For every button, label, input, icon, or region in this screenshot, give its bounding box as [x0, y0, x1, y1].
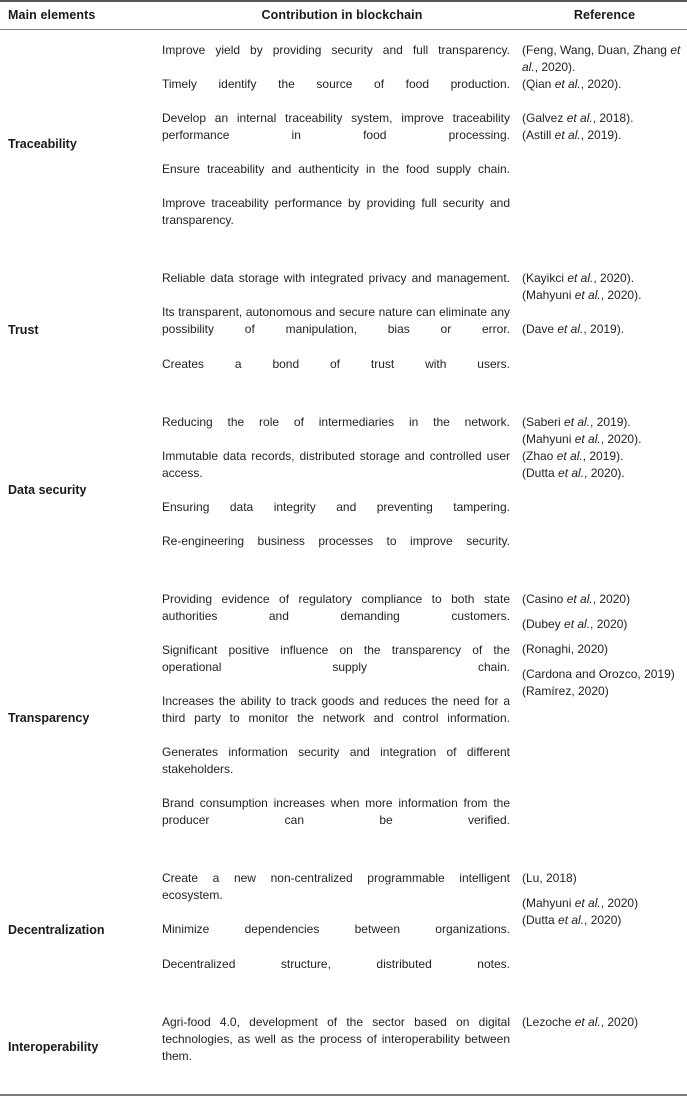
reference-citation [522, 76, 683, 93]
row-element-label: Trust [8, 322, 39, 337]
column-header-contribution: Contribution in blockchain [162, 1, 522, 30]
citation-author: (Astill [522, 128, 555, 143]
reference-citation [522, 666, 683, 683]
citation-year: , 2020). [534, 60, 576, 75]
citation-etal: et al. [564, 414, 591, 429]
row-element-label: Interoperability [8, 1040, 99, 1055]
reference-citation [522, 448, 683, 465]
reference-spacer [522, 633, 683, 641]
row-reference-cell [522, 858, 687, 1001]
reference-spacer [522, 608, 683, 616]
reference-citation [522, 591, 683, 608]
contribution-statement: Improve yield by providing security and full transparency. [162, 43, 510, 57]
citation-etal: et al. [557, 322, 584, 337]
citation-author: (Mahyuni [522, 896, 575, 911]
contribution-statement: Its transparent, autonomous and secure nature can eliminate any possibility of manipulation, bias or error. [162, 305, 510, 337]
citation-author: (Saberi [522, 414, 565, 429]
contribution-statement: Re-engineering business processes to improve security. [162, 533, 510, 548]
contribution-statement: Generates information security and integration of different stakeholders. [162, 745, 510, 777]
citation-year: , 2019). [590, 414, 631, 429]
citation-author: (Zhao [522, 448, 557, 463]
reference-citation [522, 683, 683, 700]
reference-citation [522, 1014, 683, 1031]
contribution-statement: Brand consumption increases when more information from the producer can be verified. [162, 796, 510, 828]
row-contribution-cell [162, 402, 522, 579]
citation-year: , 2020). [593, 271, 635, 286]
citation-etal: et al. [574, 896, 601, 911]
row-element-label: Transparency [8, 711, 90, 726]
row-contribution-cell [162, 579, 522, 858]
citation-author: (Ramírez, 2020) [522, 684, 609, 698]
table-row [0, 30, 687, 259]
contribution-statement: Ensure traceability and authenticity in the food supply chain. [162, 162, 510, 177]
contribution-statement: Develop an internal traceability system, improve traceability performance in food processing. [162, 111, 510, 143]
citation-author: (Dutta [522, 465, 559, 480]
citation-etal: et al. [556, 448, 583, 463]
reference-citation [522, 870, 683, 887]
citation-etal: et al. [558, 913, 585, 928]
citation-author: (Lu, 2018) [522, 871, 577, 886]
reference-citation [522, 42, 683, 76]
citation-year: , 2020). [584, 465, 625, 480]
table-row [0, 858, 687, 1001]
row-contribution-cell [162, 858, 522, 1001]
reference-citation [522, 127, 683, 144]
citation-author: (Cardona and Orozco, 2019) [522, 666, 675, 681]
citation-etal: et al. [574, 431, 601, 446]
contribution-statement: Create a new non-centralized programmable intelligent ecosystem. [162, 871, 510, 903]
contribution-statement: Increases the ability to track goods and reduces the need for a third party to monitor the network and control information. [162, 694, 510, 726]
contribution-statement: Timely identify the source of food production. [162, 77, 510, 92]
row-element-label: Traceability [8, 136, 77, 151]
row-element-label: Decentralization [8, 922, 105, 937]
citation-etal: et al. [554, 77, 581, 92]
citation-etal: et al. [564, 616, 591, 631]
row-contribution-cell [162, 258, 522, 401]
citation-year: , 2020). [580, 77, 622, 92]
reference-citation [522, 431, 683, 448]
citation-etal: et al. [522, 43, 681, 75]
row-contribution-cell [162, 1002, 522, 1095]
citation-year: , 2020) [592, 591, 631, 606]
citation-author: (Lezoche [522, 1014, 575, 1029]
contribution-statement: Minimize dependencies between organizations. [162, 922, 510, 937]
contribution-statement: Reducing the role of intermediaries in the network. [162, 414, 510, 429]
citation-year: , 2018). [592, 111, 634, 126]
contribution-statement: Creates a bond of trust with users. [162, 356, 510, 371]
table-row [0, 579, 687, 858]
citation-author: (Casino [522, 591, 567, 606]
citation-etal: et al. [566, 111, 593, 126]
citation-etal: et al. [574, 1014, 601, 1029]
reference-spacer [522, 304, 683, 321]
row-reference-cell [522, 30, 687, 259]
table-row [0, 402, 687, 579]
reference-citation [522, 321, 683, 338]
citation-author: (Qian [522, 77, 555, 92]
citation-year: , 2020) [584, 913, 622, 928]
row-reference-cell [522, 579, 687, 858]
citation-author: (Dutta [522, 913, 559, 928]
reference-citation [522, 465, 683, 482]
table-row [0, 1002, 687, 1095]
row-reference-cell [522, 258, 687, 401]
contribution-statement: Decentralized structure, distributed notes. [162, 956, 510, 971]
citation-etal: et al. [566, 591, 593, 606]
row-reference-cell [522, 402, 687, 579]
citation-year: , 2019). [580, 128, 622, 143]
column-header-reference: Reference [522, 1, 687, 30]
citation-year: , 2020) [590, 616, 628, 631]
row-reference-cell [522, 1002, 687, 1095]
table-row [0, 258, 687, 401]
citation-author: (Galvez [522, 111, 567, 126]
reference-citation [522, 414, 683, 431]
row-contribution-cell [162, 30, 522, 259]
reference-citation [522, 641, 683, 658]
contribution-statement: Ensuring data integrity and preventing tampering. [162, 499, 510, 514]
citation-author: (Kayikci [522, 271, 568, 286]
row-element-label: Data security [8, 482, 87, 497]
reference-citation [522, 270, 683, 287]
reference-spacer [522, 658, 683, 666]
citation-year: , 2019). [582, 448, 624, 463]
citation-author: (Ronaghi, 2020) [522, 641, 609, 656]
table-body [0, 30, 687, 1095]
reference-spacer [522, 93, 683, 110]
contribution-statement: Immutable data records, distributed storage and controlled user access. [162, 448, 510, 480]
citation-etal: et al. [558, 465, 585, 480]
citation-etal: et al. [567, 271, 594, 286]
citation-year: , 2020) [600, 896, 639, 911]
citation-year: , 2020) [600, 1014, 639, 1029]
citation-author: (Mahyuni [522, 431, 575, 446]
citation-author: (Mahyuni [522, 288, 575, 303]
citation-year: , 2020). [600, 431, 642, 446]
contribution-statement: Significant positive influence on the transparency of the operational supply chain. [162, 642, 510, 674]
reference-citation [522, 110, 683, 127]
citation-year: , 2020). [600, 288, 642, 303]
reference-citation [522, 616, 683, 633]
header-row [0, 1, 687, 30]
column-header-main-elements: Main elements [0, 1, 162, 30]
reference-citation [522, 895, 683, 912]
citation-etal: et al. [554, 128, 581, 143]
citation-etal: et al. [574, 288, 601, 303]
contribution-statement: Agri-food 4.0, development of the sector based on digital technologies, as well as the process of interoperability between them. [162, 1014, 510, 1063]
citation-author: (Dubey [522, 616, 565, 631]
contribution-statement: Improve traceability performance by providing full security and transparency. [162, 196, 510, 228]
reference-spacer [522, 887, 683, 895]
contribution-statement: Reliable data storage with integrated privacy and management. [162, 271, 510, 286]
citation-year: , 2019). [583, 322, 625, 337]
citation-author: (Dave [522, 322, 558, 337]
reference-citation [522, 287, 683, 304]
reference-citation [522, 912, 683, 929]
contribution-statement: Providing evidence of regulatory compliance to both state authorities and demanding customers. [162, 591, 510, 623]
table-header [0, 1, 687, 30]
citation-author: (Feng, Wang, Duan, Zhang [522, 43, 671, 57]
